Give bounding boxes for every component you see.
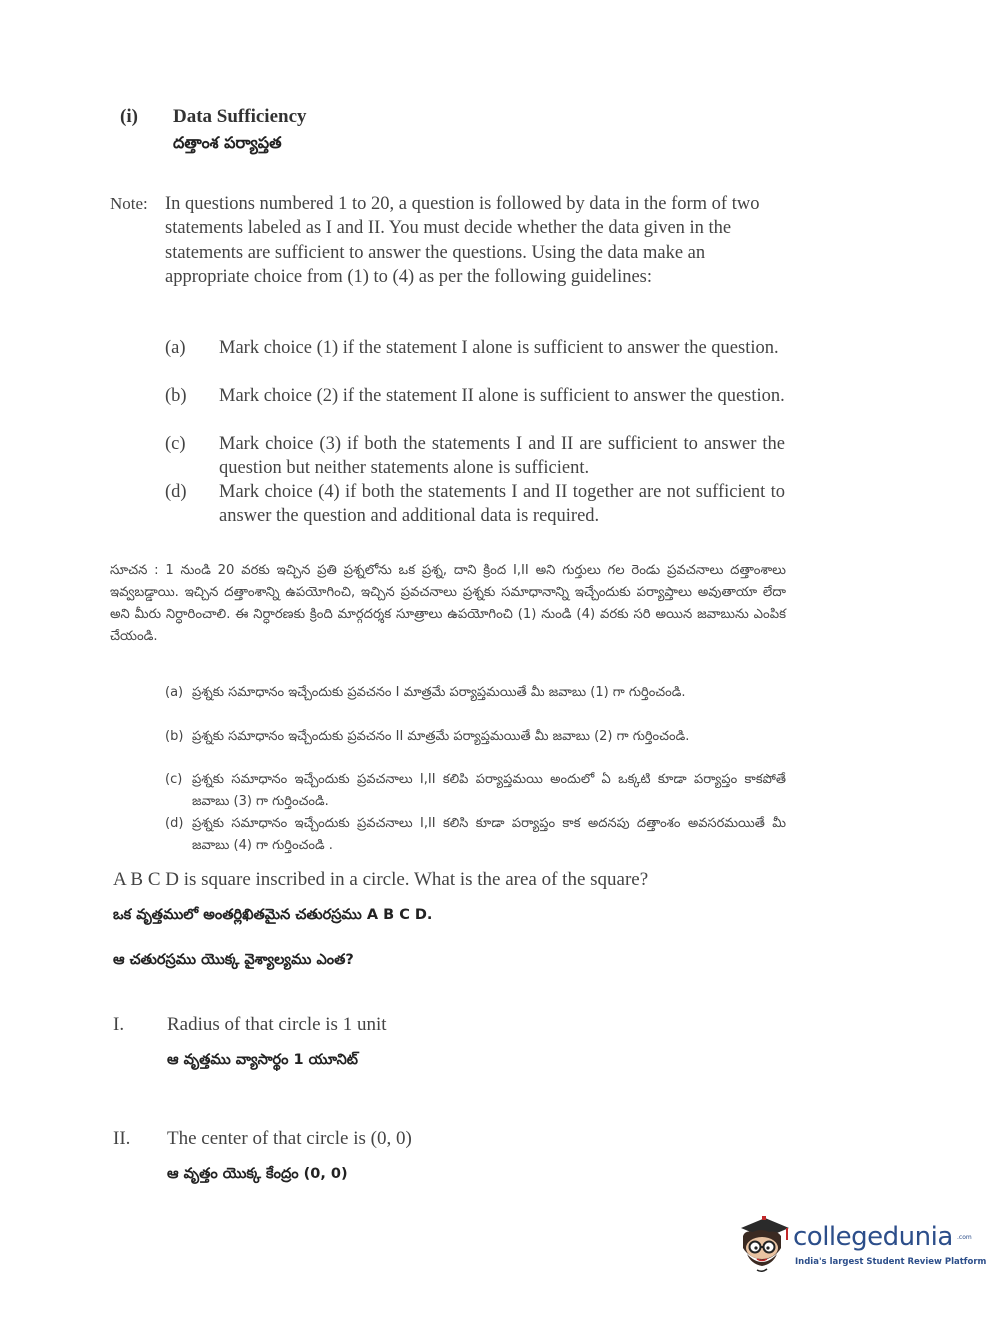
statement-telugu: ఆ వృత్తం యొక్క కేంద్రం (0, 0) — [167, 1166, 348, 1182]
statement-telugu: ఆ వృత్తము వ్యాసార్థం 1 యూనిట్ — [167, 1052, 358, 1068]
logo-name: collegedunia — [793, 1222, 953, 1252]
statement-number: I. — [113, 1014, 125, 1035]
statement-number: II. — [113, 1128, 131, 1149]
note-label: Note: — [110, 194, 148, 213]
section-number: (i) — [120, 106, 138, 127]
option-letter: (d) — [165, 816, 184, 831]
statement-text: The center of that circle is (0, 0) — [167, 1128, 412, 1149]
option-letter: (c) — [165, 434, 186, 454]
option-text: Mark choice (4) if both the statements I and II together are not sufficient to answer the question and additional data is required. — [219, 482, 785, 527]
option-letter: (a) — [165, 338, 186, 358]
option-letter: (d) — [165, 482, 187, 502]
question-text: A B C D is square inscribed in a circle. What is the area of the square? — [113, 869, 649, 890]
student-mascot-icon — [735, 1212, 791, 1276]
question-telugu-line2: ఆ చతురస్రము యొక్క వైశ్యాల్యము ఎంత? — [113, 952, 354, 968]
collegedunia-logo — [735, 1212, 987, 1274]
option-text: ప్రశ్నకు సమాధానం ఇచ్చేందుకు ప్రవచనం I మాత్రమే పర్యాప్తమయితే మీ జవాబు (1) గా గుర్తించండి. — [192, 685, 686, 700]
section-title-telugu: దత్తాంశ పర్యాప్తత — [173, 133, 282, 152]
question-telugu-line1: ఒక వృత్తములో అంతర్లిఖితమైన చతురస్రము A B C D. — [113, 907, 433, 923]
telugu-note-text: సూచన : 1 నుండి 20 వరకు ఇచ్చిన ప్రతి ప్రశ్నలోను ఒక ప్రశ్న, దాని క్రింద I,II అని గుర్తులు గల రెండు ప్రవచనాలు దత్తాంశాలు ఇవ్వబడ్డాయి. ఇచ్చిన దత్తాంశాన్ని ఉపయోగించి, ఇచ్చిన ప్రవచనాలు ప్రశ్నకు సమాధానాన్ని ఇచ్చేందుకు పర్యాప్తాలు అవుతాయా లేదా అని మీరు నిర్ధారించాలి. ఈ నిర్ధారణకు క్రింది మార్గదర్శక సూత్రాలు ఉపయోగించి (1) నుండి (4) వరకు సరి అయిన జవాబును ఎంపిక చేయండి. — [110, 563, 786, 644]
logo-suffix: .com — [957, 1234, 972, 1241]
option-letter: (b) — [165, 729, 184, 744]
option-text: Mark choice (1) if the statement I alone is sufficient to answer the question. — [219, 338, 779, 358]
option-text: ప్రశ్నకు సమాధానం ఇచ్చేందుకు ప్రవచనాలు I,II కలిపి పర్యాప్తమయి అందులో ఏ ఒక్కటి కూడా పర్యాప్తం కాకపోతే జవాబు (3) గా గుర్తించండి. — [192, 772, 786, 809]
logo-tagline: India's largest Student Review Platform — [795, 1257, 987, 1267]
option-text: ప్రశ్నకు సమాధానం ఇచ్చేందుకు ప్రవచనాలు I,II కలిసి కూడా పర్యాప్తం కాక అదనపు దత్తాంశం అవసరమయితే మీ జవాబు (4) గా గుర్తించండి . — [192, 816, 786, 853]
note-text: In questions numbered 1 to 20, a question is followed by data in the form of two statements labeled as I and II. You must decide whether the data given in the statements are sufficient to answer the questions. Using the data make an appropriate choice from (1) to (4) as per the following guidelines: — [165, 194, 760, 287]
option-text: Mark choice (3) if both the statements I and II are sufficient to answer the question but neither statements alone is sufficient. — [219, 434, 785, 479]
option-text: Mark choice (2) if the statement II alone is sufficient to answer the question. — [219, 386, 785, 406]
option-letter: (c) — [165, 772, 183, 787]
option-text: ప్రశ్నకు సమాధానం ఇచ్చేందుకు ప్రవచనం II మాత్రమే పర్యాప్తమయితే మీ జవాబు (2) గా గుర్తించండి. — [192, 729, 690, 744]
statement-text: Radius of that circle is 1 unit — [167, 1014, 387, 1035]
option-letter: (b) — [165, 386, 187, 406]
option-letter: (a) — [165, 685, 184, 700]
section-title: Data Sufficiency — [173, 106, 307, 127]
